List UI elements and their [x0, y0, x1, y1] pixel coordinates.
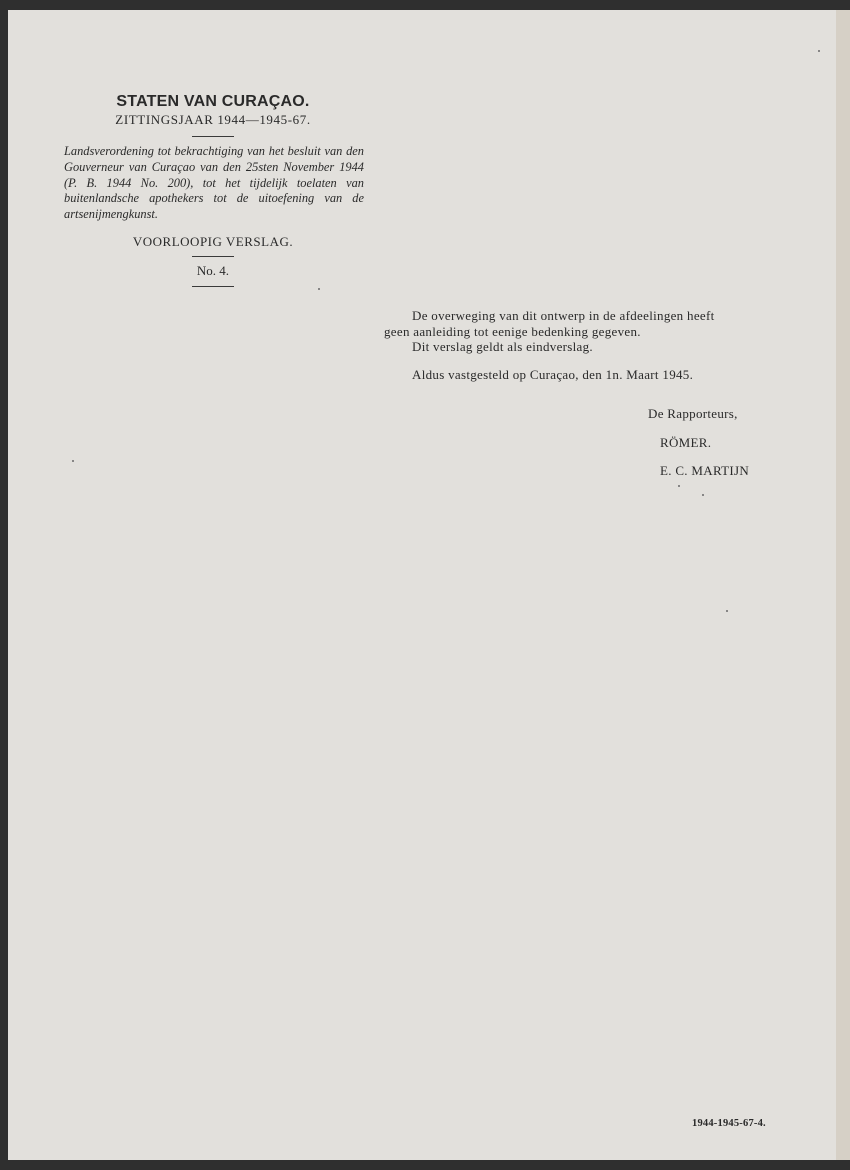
report-divider [192, 256, 234, 257]
signatory-name: RÖMER. [660, 435, 712, 450]
paper-edge [836, 10, 850, 1160]
ordinance-description: Landsverordening tot bekrachtiging van het besluit van den Gouverneur van Curaçao van den 25sten November 1944 (P. B. 1944 No. 200), tot het tijdelijk toelaten van buitenlandsche apothekers tot de uitoefening van de artsenijmengkunst. [64, 144, 364, 222]
report-type: VOORLOOPIG VERSLAG. [132, 233, 294, 249]
header-divider [192, 136, 234, 137]
number-divider [192, 286, 234, 287]
paper-speck [318, 288, 320, 290]
document-header [58, 92, 368, 287]
paper-speck [702, 494, 704, 496]
document-code: 1944-1945-67-4. [692, 1118, 766, 1129]
signature-closing: De Rapporteurs, [648, 406, 738, 421]
paper-speck [678, 485, 680, 487]
adoption-statement: Aldus vastgesteld op Curaçao, den 1n. Maart 1945. [412, 366, 694, 382]
body-line: geen aanleiding tot eenige bedenking gegeven. [384, 323, 641, 339]
report-body [384, 308, 776, 382]
report-number: No. 4. [196, 262, 230, 278]
body-line: De overweging van dit ontwerp in de afdeelingen heeft [412, 308, 715, 323]
document-title: STATEN VAN CURAÇAO. [116, 93, 310, 110]
paper-speck [726, 610, 728, 612]
body-line: Dit verslag geldt als eindverslag. [412, 339, 593, 354]
session-year: ZITTINGSJAAR 1944—1945-67. [115, 112, 311, 127]
document-page [8, 10, 836, 1160]
paper-speck [818, 50, 820, 52]
signature-block [648, 406, 749, 491]
signatory-name: E. C. MARTIJN [660, 463, 750, 478]
paper-speck [72, 460, 74, 462]
